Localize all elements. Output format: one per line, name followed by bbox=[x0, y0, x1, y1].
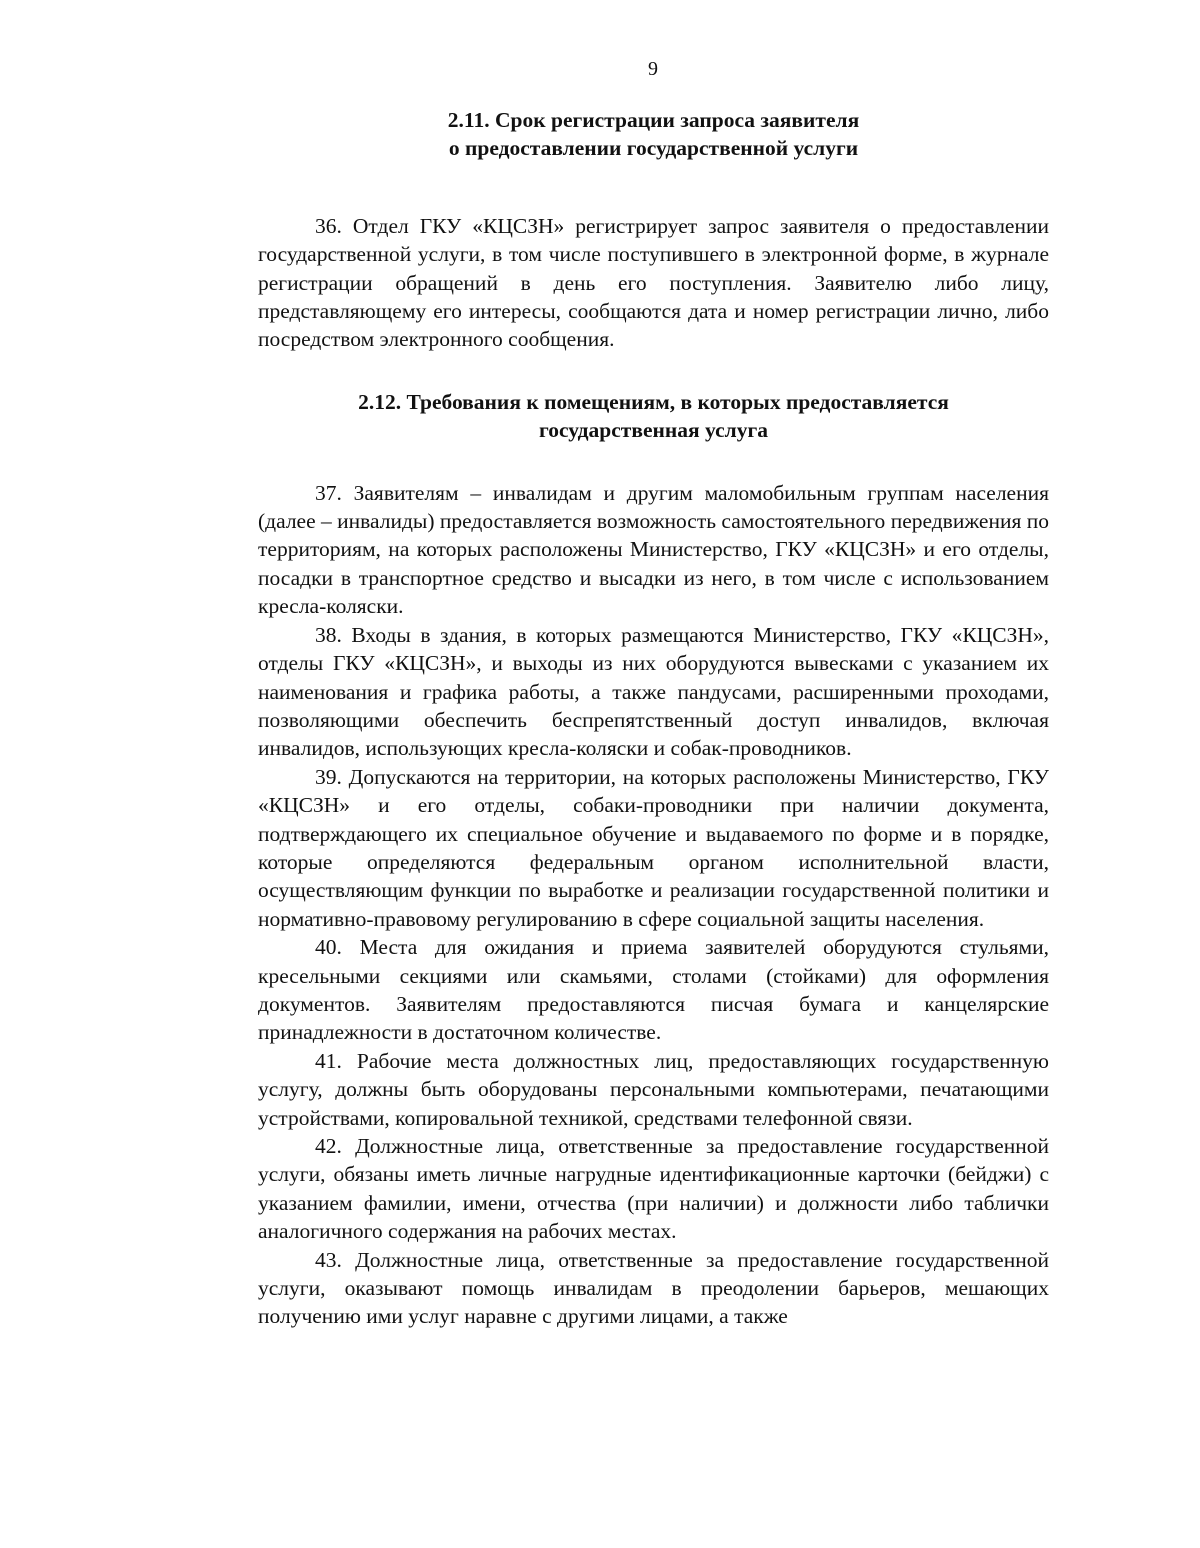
heading-line: государственная услуга bbox=[539, 418, 768, 443]
paragraph-38: 38. Входы в здания, в которых размещаются Министерство, ГКУ «КЦСЗН», отделы ГКУ «КЦСЗН», и выходы из них оборудуются вывесками с указанием их наименования и графика работы, а также пандусами, расширенными проходами, позволяющими обеспечить беспрепятственный доступ инвалидов, включая инвалидов, использующих кресла-коляски и собак-проводников. bbox=[258, 622, 1049, 761]
heading-line: о предоставлении государственной услуги bbox=[448, 136, 859, 161]
document-body bbox=[258, 106, 1049, 1331]
heading-line: 2.12. Требования к помещениям, в которых предоставляется bbox=[358, 389, 949, 414]
section-heading-2-12 bbox=[258, 388, 1049, 445]
paragraph-43: 43. Должностные лица, ответственные за предоставление государственной услуги, оказывают помощь инвалидам в преодолении барьеров, мешающих получению ими услуг наравне с другими лицами, а также bbox=[258, 1247, 1049, 1329]
section-heading-2-11 bbox=[258, 106, 1049, 163]
paragraph-42: 42. Должностные лица, ответственные за предоставление государственной услуги, обязаны иметь личные нагрудные идентификационные карточки (бейджи) с указанием фамилии, имени, отчества (при наличии) и должности либо таблички аналогичного содержания на рабочих местах. bbox=[258, 1134, 1049, 1244]
page-number: 9 bbox=[648, 58, 658, 80]
paragraph-41: 41. Рабочие места должностных лиц, предоставляющих государственную услугу, должны быть оборудованы персональными компьютерами, печатающими устройствами, копировальной техникой, средствами телефонной связи. bbox=[258, 1048, 1049, 1130]
paragraph-36: 36. Отдел ГКУ «КЦСЗН» регистрирует запрос заявителя о предоставлении государственной услуги, в том числе поступившего в электронной форме, в журнале регистрации обращений в день его поступления. Заявителю либо лицу, представляющему его интересы, сообщаются дата и номер регистрации лично, либо посредством электронного сообщения. bbox=[258, 213, 1049, 352]
paragraph-40: 40. Места для ожидания и приема заявителей оборудуются стульями, кресельными секциями или скамьями, столами (стойками) для оформления документов. Заявителям предоставляются писчая бумага и канцелярские принадлежности в достаточном количестве. bbox=[258, 935, 1049, 1045]
paragraph-39: 39. Допускаются на территории, на которых расположены Министерство, ГКУ «КЦСЗН» и его отделы, собаки-проводники при наличии документа, подтверждающего их специальное обучение и выдаваемого по форме и в порядке, которые определяются федеральным органом исполнительной власти, осуществляющим функции по выработке и реализации государственной политики и нормативно-правовому регулированию в сфере социальной защиты населения. bbox=[258, 764, 1049, 931]
paragraph-37: 37. Заявителям – инвалидам и другим маломобильным группам населения (далее – инвалиды) предоставляется возможность самостоятельного передвижения по территориям, на которых расположены Министерство, ГКУ «КЦСЗН» и его отделы, посадки в транспортное средство и высадки из него, в том числе с использованием кресла-коляски. bbox=[258, 480, 1049, 619]
heading-line: 2.11. Срок регистрации запроса заявителя bbox=[447, 108, 860, 132]
